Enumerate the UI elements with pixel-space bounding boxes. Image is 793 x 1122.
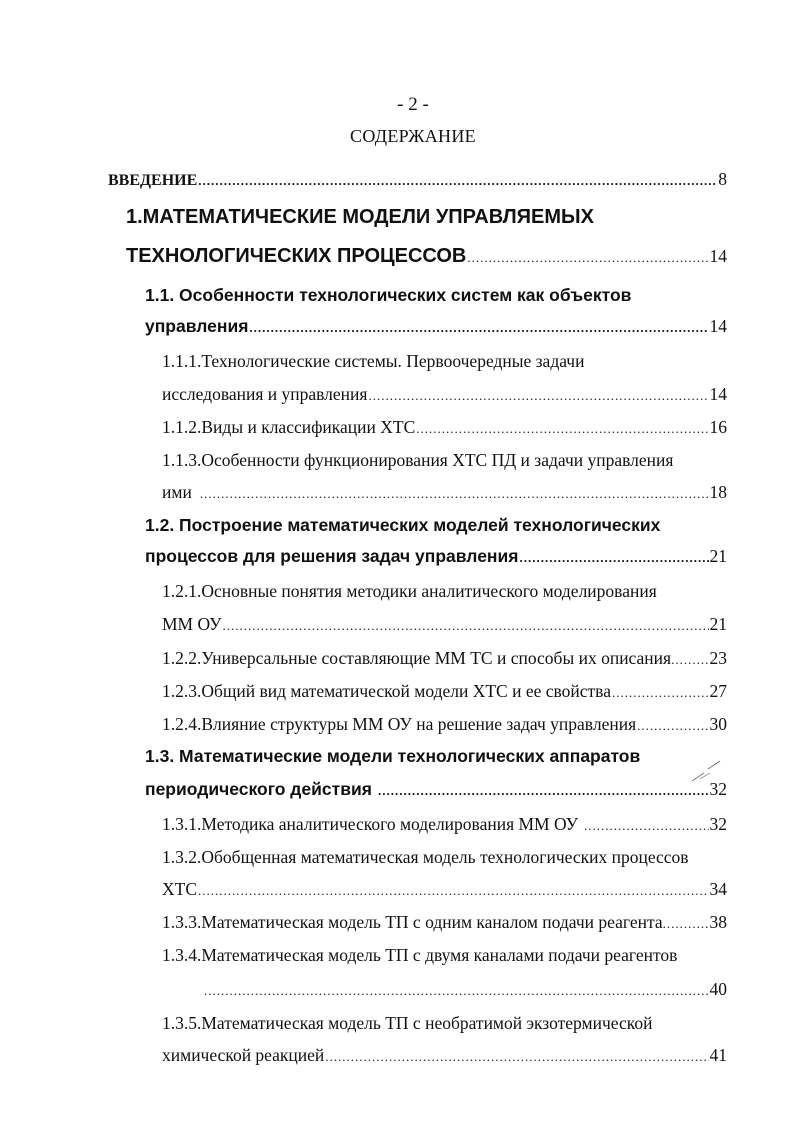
toc-label: 1.1.2.Виды и классификации ХТС [162, 417, 416, 437]
toc-subsection-line1[interactable]: 1.1.3.Особенности функционирования ХТС ПД и задачи управления [162, 450, 674, 470]
toc-label: процессов для решения задач управления [145, 546, 519, 566]
toc-entry-ch1[interactable] [126, 245, 727, 268]
toc-page: 30 [709, 714, 727, 734]
toc-page: 14 [709, 316, 727, 336]
toc-section-line1[interactable]: 1.3. Математические модели технологических аппаратов [145, 746, 641, 766]
leader-dots [204, 983, 709, 999]
toc-page: 21 [709, 614, 727, 634]
toc-entry-1-2-1[interactable] [162, 614, 727, 635]
toc-entry-1-2-3[interactable] [162, 681, 727, 702]
pen-mark [690, 755, 730, 785]
toc-page: 14 [709, 246, 727, 266]
toc-label: 1.2.4.Влияние структуры ММ ОУ на решение задач управления [162, 714, 637, 734]
toc-page: 27 [709, 681, 727, 701]
toc-chapter-line1[interactable]: 1.МАТЕМАТИЧЕСКИЕ МОДЕЛИ УПРАВЛЯЕМЫХ [126, 206, 594, 228]
toc-section-line1[interactable]: 1.2. Построение математических моделей технологических [145, 515, 661, 535]
toc-page: 38 [709, 912, 727, 932]
toc-label: управления [145, 316, 249, 336]
toc-subsection-line1[interactable]: 1.3.4.Математическая модель ТП с двумя каналами подачи реагентов [162, 945, 678, 965]
toc-entry-1-1-1[interactable] [162, 384, 727, 405]
toc-label: ими [162, 482, 192, 502]
toc-page: 23 [709, 648, 727, 668]
toc-page: 34 [709, 879, 727, 899]
leader-dots [249, 320, 708, 336]
toc-label: периодического действия [145, 779, 372, 799]
toc-subsection-line1[interactable]: 1.2.1.Основные понятия методики аналитического моделирования [162, 581, 657, 601]
toc-label: ХТС [162, 879, 197, 899]
toc-entry-1-2-2[interactable] [162, 648, 727, 669]
toc-label: 1.2.2.Универсальные составляющие ММ ТС и способы их описания [162, 648, 672, 668]
toc-label: ТЕХНОЛОГИЧЕСКИХ ПРОЦЕССОВ [126, 245, 467, 267]
leader-dots [223, 618, 709, 634]
leader-dots [671, 652, 709, 668]
toc-entry-1-2[interactable] [145, 546, 727, 567]
leader-dots [198, 173, 717, 189]
leader-dots [584, 818, 708, 834]
leader-dots [467, 250, 708, 266]
leader-dots [663, 916, 710, 932]
toc-page: 41 [709, 1045, 727, 1065]
toc-entry-1-1[interactable] [145, 316, 727, 337]
toc-label: 1.2.3.Общий вид математической модели ХТС и ее свойства [162, 681, 611, 701]
toc-page: 16 [709, 417, 727, 437]
leader-dots [325, 1049, 708, 1065]
toc-subsection-line1[interactable]: 1.3.5.Математическая модель ТП с необратимой экзотермической [162, 1013, 653, 1033]
toc-label: 1.3.1.Методика аналитического моделирования ММ ОУ [162, 814, 579, 834]
toc-entry-1-3[interactable] [145, 779, 727, 800]
leader-dots [612, 685, 709, 701]
toc-entry-1-3-2[interactable] [162, 879, 727, 900]
toc-entry-intro[interactable] [108, 169, 727, 190]
toc-subsection-line1[interactable]: 1.1.1.Технологические системы. Первоочередные задачи [162, 351, 585, 371]
leader-dots [368, 388, 708, 404]
toc-page: 8 [718, 169, 727, 189]
leader-dots [378, 783, 709, 799]
toc-section-line1[interactable]: 1.1. Особенности технологических систем как объектов [145, 285, 632, 305]
toc-entry-1-2-4[interactable] [162, 714, 727, 735]
toc-page: 32 [709, 779, 727, 799]
toc-label: химической реакцией [162, 1045, 325, 1065]
leader-dots [200, 486, 709, 502]
toc-entry-1-1-2[interactable] [162, 417, 727, 438]
leader-dots [416, 421, 708, 437]
toc-entry-1-3-1[interactable] [162, 814, 727, 835]
toc-page: 40 [709, 979, 727, 999]
toc-label: исследования и управления [162, 384, 368, 404]
toc-entry-1-3-4[interactable] [203, 979, 727, 1000]
leader-dots [637, 718, 708, 734]
leader-dots [198, 883, 709, 899]
page-title: СОДЕРЖАНИЕ [350, 126, 476, 146]
toc-label: 1.3.3.Математическая модель ТП с одним каналом подачи реагента [162, 912, 663, 932]
toc-page: 32 [709, 814, 727, 834]
toc-page: 18 [709, 482, 727, 502]
toc-page: 14 [709, 384, 727, 404]
toc-subsection-line1[interactable]: 1.3.2.Обобщенная математическая модель технологических процессов [162, 847, 689, 867]
toc-label: ММ ОУ [162, 614, 222, 634]
toc-entry-1-1-3[interactable] [162, 482, 727, 503]
toc-entry-1-3-5[interactable] [162, 1045, 727, 1066]
toc-entry-1-3-3[interactable] [162, 912, 727, 933]
toc-page: 21 [709, 546, 727, 566]
toc-label: ВВЕДЕНИЕ [108, 172, 198, 189]
leader-dots [519, 550, 708, 566]
page-number: - 2 - [397, 94, 429, 115]
